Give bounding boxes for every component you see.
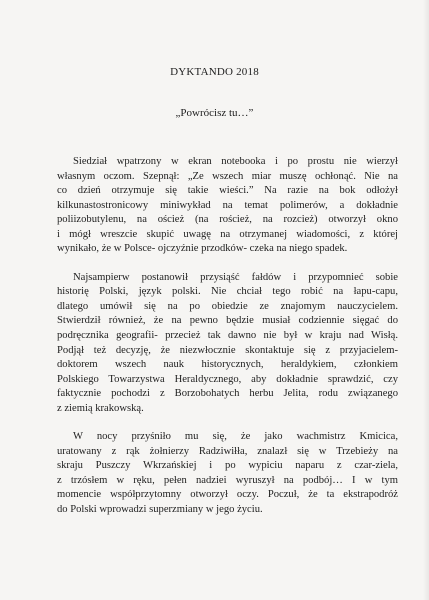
paragraph-1 (57, 155, 398, 257)
text-line: Stwierdził również, że na pewno będzie musiał codziennie sięgać do (57, 315, 398, 327)
text-line: do Polski wprowadzi superzmiany w jego życiu. (57, 504, 263, 516)
paragraph-2 (57, 271, 398, 416)
text-line: W nocy przyśniło mu się, że jako wachmistrz Kmicica, (73, 431, 398, 443)
text-line: Siedział wpatrzony w ekran notebooka i po prostu nie wierzył (73, 156, 398, 167)
text-line: doktorem wszech nauk historycznych, heraldykiem, członkiem (57, 359, 398, 371)
text-line: poliizobutylenu, na oścież (na roścież, na rozcież) otworzył okno (57, 214, 398, 226)
page-edge-shadow (423, 0, 429, 600)
document-subtitle: „Powrócisz tu…” (175, 107, 254, 119)
text-line: historię Polski, język polski. Nie chciał tego robić na łapu-capu, (57, 286, 398, 298)
text-line: Polskiego Towarzystwa Heraldycznego, aby dokładnie sprawdzić, czy (57, 373, 398, 385)
text-line: dlatego umówił się na po obiedzie ze znajomym nauczycielem. (57, 300, 398, 312)
text-line: uratowany z rąk żołnierzy Radziwiłła, znalazł się w Trzebieży na (57, 445, 398, 457)
text-line: z ziemią krakowską. (57, 402, 144, 414)
text-line: z trzósłem w ręku, pełen nadziei wyruszył na podbój… I w tym (57, 474, 398, 486)
document-body (57, 155, 398, 532)
text-line: kilkunastostronicowy miniwykład na temat polimerów, a dokładnie (57, 199, 398, 211)
text-line: wynikało, że w Polsce- ojczyźnie przodków- czeka na niego spadek. (57, 243, 348, 255)
text-line: podręcznika geografii- przecież tak dawno nie był w kraju nad Wisłą. (57, 330, 398, 342)
document-title: DYKTANDO 2018 (170, 66, 259, 78)
text-line: własnym oczom. Szepnął: „Ze wszech miar muszę ochłonąć. Nie na (57, 170, 398, 182)
text-line: Najsampierw postanowił przysiąść fałdów i przypomnieć sobie (73, 271, 398, 283)
text-line: co dzień otrzymuje się takie wieści.” Na razie na bok odłożył (57, 185, 398, 197)
text-line: i mógł wreszcie skupić uwagę na otrzymanej wiadomości, z której (57, 228, 398, 240)
paragraph-3 (57, 430, 398, 517)
text-line: faktycznie pochodzi z Borzobohatych herbu Jelita, rodu związanego (57, 388, 398, 400)
text-line: Podjął też decyzję, że niezwłocznie skontaktuje się z przyjacielem- (57, 344, 398, 356)
text-line: skraju Puszczy Wkrzańskiej i po wypiciu naparu z czar-ziela, (57, 460, 398, 472)
text-line: momencie współprzytomny otworzył oczy. Poczuł, że ta ekstrapodróż (57, 489, 398, 501)
